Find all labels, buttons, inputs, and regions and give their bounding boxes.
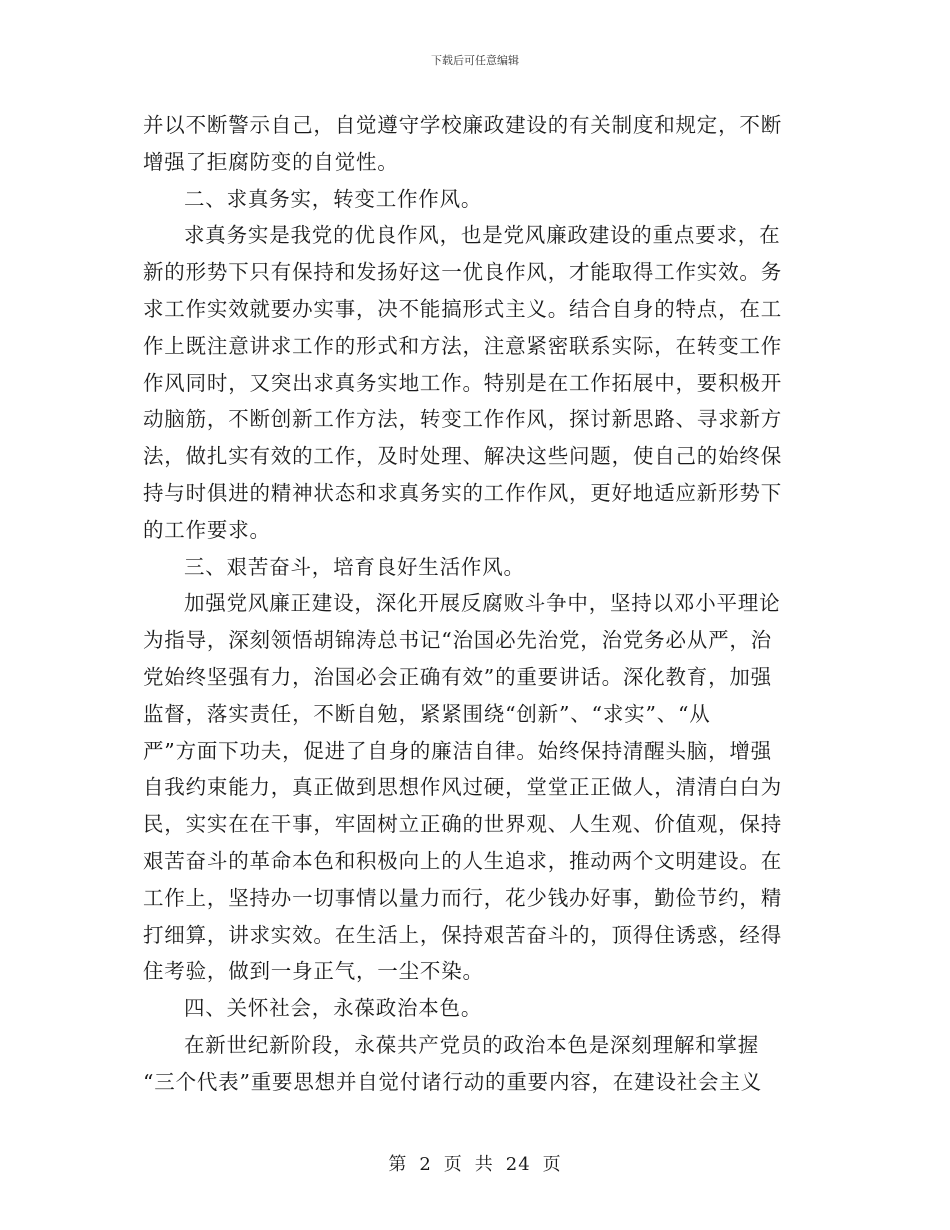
page-header-note: 下载后可任意编辑	[431, 54, 519, 67]
paragraph-line: 动脑筋，不断创新工作方法，转变工作作风，探讨新思路、寻求新方	[143, 407, 782, 432]
section-heading: 四、关怀社会，永葆政治本色。	[184, 996, 483, 1021]
paragraph-line: 严”方面下功夫，促进了自身的廉洁自律。始终保持清醒头脑，增强	[143, 738, 772, 763]
section-heading: 二、求真务实，转变工作作风。	[184, 186, 483, 211]
paragraph-line: 民，实实在在干事，牢固树立正确的世界观、人生观、价值观，保持	[143, 812, 782, 837]
section-heading: 三、艰苦奋斗，培育良好生活作风。	[184, 554, 525, 579]
paragraph-line: 增强了拒腐防变的自觉性。	[143, 149, 399, 174]
paragraph-line: 求工作实效就要办实事，决不能搞形式主义。结合自身的特点，在工	[143, 296, 782, 321]
page-label-suffix: 页	[542, 1154, 562, 1175]
paragraph-line: 作上既注意讲求工作的形式和方法，注意紧密联系实际，在转变工作	[143, 333, 782, 358]
paragraph-line: 法，做扎实有效的工作，及时处理、解决这些问题，使自己的始终保	[143, 444, 782, 469]
paragraph-line: 艰苦奋斗的革命本色和积极向上的人生追求，推动两个文明建设。在	[143, 848, 782, 873]
paragraph-line: 在新世纪新阶段，永葆共产党员的政治本色是深刻理解和掌握	[184, 1032, 760, 1057]
paragraph-line: 并以不断警示自己，自觉遵守学校廉政建设的有关制度和规定，不断	[143, 113, 782, 137]
document-body	[143, 107, 795, 1101]
page-label-prefix: 第	[388, 1154, 408, 1175]
paragraph-line: 为指导，深刻领悟胡锦涛总书记“治国必先治党，治党务必从严，治	[143, 628, 772, 653]
paragraph-line: 党始终坚强有力，治国必会正确有效”的重要讲话。深化教育，加强	[143, 664, 772, 689]
paragraph-line: 求真务实是我党的优良作风，也是党风廉政建设的重点要求，在	[184, 223, 781, 248]
paragraph-line: 工作上，坚持办一切事情以量力而行，花少钱办好事，勤俭节约，精	[143, 885, 782, 910]
paragraph-line: 监督，落实责任，不断自勉，紧紧围绕“创新”、“求实”、“从	[143, 701, 711, 726]
page-label-mid: 页	[443, 1154, 463, 1175]
paragraph-line: 作风同时，又突出求真务实地工作。特别是在工作拓展中，要积极开	[143, 370, 782, 395]
paragraph-line: 新的形势下只有保持和发扬好这一优良作风，才能取得工作实效。务	[143, 260, 782, 285]
paragraph-line: 自我约束能力，真正做到思想作风过硬，堂堂正正做人，清清白白为	[143, 775, 782, 800]
paragraph-line: 打细算，讲求实效。在生活上，保持艰苦奋斗的，顶得住诱惑，经得	[143, 922, 782, 947]
page-number: 2	[419, 1154, 432, 1175]
paragraph-line: 持与时俱进的精神状态和求真务实的工作作风，更好地适应新形势下	[143, 480, 782, 505]
paragraph-line: 加强党风廉正建设，深化开展反腐败斗争中，坚持以邓小平理论	[184, 591, 781, 616]
paragraph-line: “三个代表”重要思想并自觉付诸行动的重要内容，在建设社会主义	[143, 1069, 762, 1094]
page-footer	[0, 1153, 950, 1177]
page-label-total-prefix: 共	[474, 1154, 494, 1175]
total-pages: 24	[505, 1154, 531, 1175]
paragraph-line: 的工作要求。	[143, 517, 271, 542]
paragraph-line: 住考验，做到一身正气，一尘不染。	[143, 959, 484, 984]
